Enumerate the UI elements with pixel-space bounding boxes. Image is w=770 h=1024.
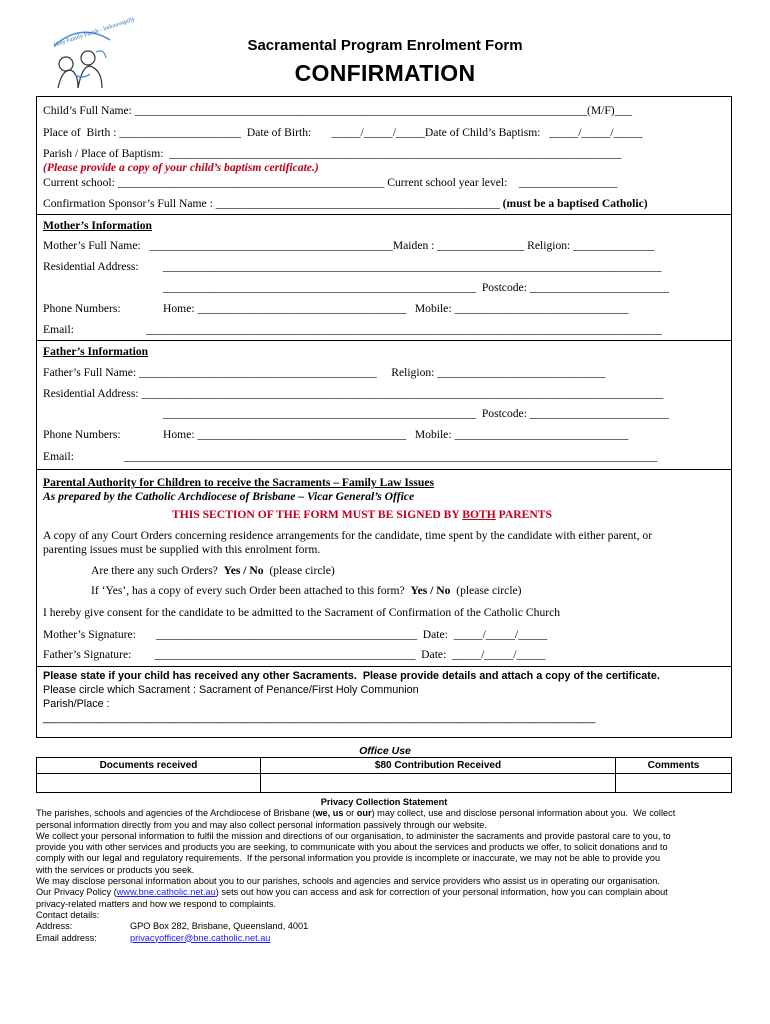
address-label: Address: [36,921,73,932]
court-orders-text-2: parenting issues must be supplied with this enrolment form. [43,543,321,556]
mother-signature-row[interactable]: Mother’s Signature: _____________________________________________ Date: _____/_____/_____ [43,628,548,641]
father-section-title: Father’s Information [43,345,149,358]
sponsor-row[interactable] [43,197,648,211]
other-sacraments-title: Please state if your child has received any other Sacraments. Please provide details and attach a copy of the certificate. [43,670,660,682]
orders-attached-question[interactable] [91,584,522,598]
father-full-name-row[interactable]: Father’s Full Name: _________________________________________ Religion: _____________________________ [43,366,606,379]
mother-address-line-2[interactable]: ______________________________________________________ Postcode: ________________________ [163,281,669,294]
privacy-text: ) sets out how you can access and ask for correction of your personal information, how you can complain about [215,887,668,898]
orders-attached-hint: (please circle) [450,584,522,597]
privacy-policy-link[interactable]: www.bne.catholic.net.au [116,887,216,898]
consent-statement: I hereby give consent for the candidate to be admitted to the Sacrament of Confirmation of the Catholic Church [43,606,561,619]
parental-authority-subtitle: As prepared by the Catholic Archdiocese of Brisbane – Vicar General’s Office [43,490,415,503]
mother-phone-fields[interactable]: Home: ____________________________________ Mobile: ______________________________ [163,302,629,315]
logo-text: Holy Family Parish - Indooroopilly [53,16,136,49]
father-phone-fields[interactable]: Home: ____________________________________ Mobile: ______________________________ [163,428,629,441]
contact-details-label: Contact details: [36,909,100,920]
office-col-comments: Comments [616,758,732,774]
office-col-contribution: $80 Contribution Received [261,758,616,774]
privacy-we: we, us [315,808,344,819]
office-cell-contribution[interactable] [261,774,616,793]
child-name-label: Child’s Full Name: [43,104,132,117]
warning-both: BOTH [462,508,496,521]
orders-question-text: Are there any such Orders? [91,564,224,577]
office-cell-documents[interactable] [37,774,261,793]
privacy-line: with the services or products you seek. [36,864,195,875]
mother-email-label: Email: [43,323,74,336]
orders-attached-text: If ‘Yes’, has a copy of every such Order been attached to this form? [91,584,411,597]
privacy-text: or [343,808,357,819]
privacy-line: personal information directly from you and may also collect personal information passively through our website. [36,819,487,830]
divider [36,340,732,341]
orders-question[interactable] [91,564,335,578]
mother-email-field[interactable]: _________________________________________________________________________________________ [146,323,662,336]
privacy-line: comply with our legal and regulatory requirements. If the personal information you provide is incomplete or inaccurate, we may not be able to provide you [36,853,661,864]
orders-hint: (please circle) [263,564,335,577]
parish-baptism-row[interactable]: Parish / Place of Baptism: ______________________________________________________________________________ [43,147,622,160]
both-parents-warning [172,508,552,522]
orders-attached-yes-no[interactable]: Yes / No [410,584,451,597]
email-label: Email address: [36,932,97,943]
privacy-text: The parishes, schools and agencies of the Archdiocese of Brisbane ( [36,808,316,819]
office-use-table [36,757,732,793]
place-of-birth-row[interactable]: Place of Birth : _____________________ Date of Birth: _____/_____/_____Date of Child’s Baptism: _____/_____/_____ [43,126,643,139]
warning-text-end: PARENTS [495,508,552,521]
mother-full-name-row[interactable]: Mother’s Full Name: __________________________________________Maiden : _______________ Religion: ______________ [43,239,655,252]
father-email-label: Email: [43,450,74,463]
warning-text: THIS SECTION OF THE FORM MUST BE SIGNED BY [172,508,463,521]
court-orders-text-1: A copy of any Court Orders concerning residence arrangements for the candidate, time spent by the candidate with either parent, or [43,529,653,542]
mother-section-title: Mother’s Information [43,219,152,232]
office-cell-comments[interactable] [616,774,732,793]
mother-address-line-1[interactable]: ______________________________________________________________________________________ [163,260,662,273]
privacy-line: privacy-related matters and how we respond to complaints. [36,898,277,909]
privacy-line [36,887,736,898]
contact-email-row [36,933,736,944]
privacy-our: our [356,808,372,819]
mother-address-label: Residential Address: [43,260,139,273]
privacy-line [36,808,736,819]
privacy-line: We may disclose personal information about you to our parishes, schools and agencies and service providers who assist us in operating our organisation. [36,876,660,887]
sacrament-circle-row[interactable]: Please circle which Sacrament : Sacrament of Penance/First Holy Communion [43,684,419,696]
contact-address-row [36,921,736,932]
privacy-line: We collect your personal information to fulfil the mission and directions of our organisation, to administer the sacraments and provide pastoral care to you, to [36,830,671,841]
child-name-field[interactable]: ______________________________________________________________________________(M/F)___ [134,104,633,117]
current-school-row[interactable]: Current school: ______________________________________________ Current school year level: _________________ [43,176,618,189]
divider [36,469,732,470]
sponsor-field[interactable]: Confirmation Sponsor’s Full Name : _________________________________________________ [43,197,503,210]
father-address-line-2[interactable]: ______________________________________________________ Postcode: ________________________ [163,407,669,420]
privacy-title: Privacy Collection Statement [320,797,448,807]
privacy-text: Our Privacy Policy ( [36,887,117,898]
parish-place-label: Parish/Place : [43,698,110,710]
privacy-line: provide you with other services and products you are seeking, to communicate with you about the services and products we offer, to solicit donations and to [36,842,668,853]
mother-phone-label: Phone Numbers: [43,302,121,315]
father-signature-row[interactable]: Father’s Signature: _____________________________________________ Date: _____/_____/_____ [43,648,546,661]
privacy-statement [36,797,736,944]
baptism-certificate-note: (Please provide a copy of your child’s baptism certificate.) [43,161,319,174]
father-phone-label: Phone Numbers: [43,428,121,441]
divider [36,214,732,215]
privacy-email-link[interactable]: privacyofficer@bne.catholic.net.au [130,932,271,943]
office-use-title: Office Use [359,745,411,757]
father-email-field[interactable]: ____________________________________________________________________________________________ [124,450,658,463]
office-col-documents: Documents received [37,758,261,774]
form-title: Sacramental Program Enrolment Form [247,37,523,54]
address-value: GPO Box 282, Brisbane, Queensland, 4001 [130,921,309,932]
parish-place-field[interactable]: ____________________________________________________________________________________________ [43,712,596,724]
privacy-text: ) may collect, use and disclose personal information about you. We collect [371,808,676,819]
sponsor-note: (must be a baptised Catholic) [502,197,648,210]
child-full-name-row[interactable] [43,104,632,118]
form-heading: CONFIRMATION [294,60,476,86]
father-address-row[interactable]: Residential Address: __________________________________________________________________________________________ [43,387,664,400]
parental-authority-title: Parental Authority for Children to receive the Sacraments – Family Law Issues [43,476,435,489]
orders-yes-no[interactable]: Yes / No [223,564,264,577]
divider [36,666,732,667]
